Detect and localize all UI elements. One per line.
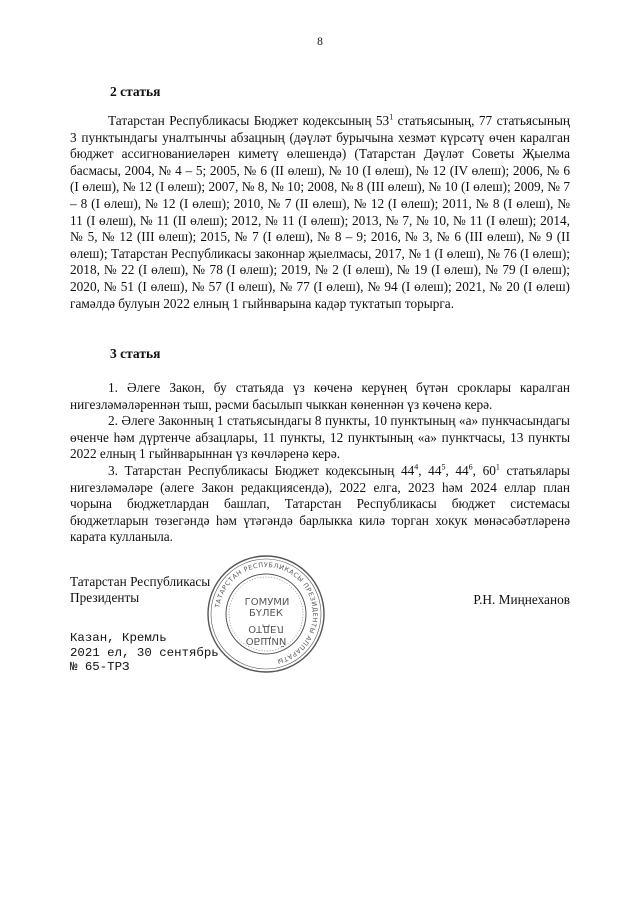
signature-title-line-1: Татарстан Республикасы: [70, 574, 211, 589]
article-2-text-rest: статьясының, 77 статьясының 3 пунктындагы уналтынчы абзацның (дәүләт бурычына хезмәт күрсәтү өчен каралган бюджет ассигнованиеләрен киметү өлешендә) (Татарстан Дәүләт Советы Җыелма басмасы, 2004, № 4 – 5; 2005, № 6 (II өлеш), № 10 (I өлеш), № 12 (IV өлеш); 2006, № 6 (I өлеш), № 12 (I өлеш); 2007, № 8, № 10; 2008, № 8 (III өлеш), № 10 (I өлеш); 2009, № 7 – 8 (I өлеш), № 12 (I өлеш); 2010, № 7 (II өлеш), № 12 (I өлеш); 2011, № 8 (I өлеш), № 11 (I өлеш), № 11 (II өлеш); 2012, № 11 (I өлеш); 2013, № 7, № 10, № 11 (I өлеш); 2014, № 5, № 12 (III өлеш); 2015, № 7 (I өлеш), № 8 – 9; 2016, № 3, № 6 (III өлеш), № 9 (II өлеш); Татарстан Республикасы законнар җыелмасы, 2017, № 1 (I өлеш), № 76 (I өлеш); 2018, № 22 (I өлеш), № 78 (I өлеш); 2019, № 2 (I өлеш), № 19 (I өлеш), № 79 (I өлеш); 2020, № 51 (I өлеш), № 57 (I өлеш), № 77 (I өлеш), № 94 (I өлеш); 2021, № 20 (I өлеш) гамәлдә булуын 2022 елның 1 гыйнварына кадәр туктатып торырга.: [70, 113, 571, 311]
stamp-line-2: БҮЛЕК: [249, 608, 283, 619]
footer-place: Казан, Кремль: [70, 631, 167, 645]
article-3-point-3: [70, 463, 570, 546]
article-2-heading: 2 статья: [110, 84, 161, 99]
point-3-sup-2: 5: [441, 462, 446, 472]
stamp-line-3: ОТДЕЛ: [248, 623, 284, 634]
stamp-line-1: ГОМУМИ: [244, 597, 290, 608]
point-3-text-a: 3. Татарстан Республикасы Бюджет кодексының 44: [108, 462, 415, 478]
article-3-heading: 3 статья: [110, 346, 161, 361]
stamp-seal-icon: [205, 553, 327, 675]
official-stamp: [205, 553, 327, 675]
article-2-text-intro: Татарстан Республикасы Бюджет кодексының 53: [108, 113, 390, 128]
point-3-sup-4: 1: [495, 462, 500, 472]
point-3-text-c: , 44: [445, 462, 469, 478]
stamp-line-4: ОБЩИЙ: [245, 635, 287, 646]
article-3-point-2: 2. Әлеге Законның 1 статьясындагы 8 пункты, 10 пунктының «а» пункчасындагы өченче һәм дүртенче абзацлары, 11 пункты, 12 пунктының «а» пунктчасы, 13 пункты 2022 елның 1 гыйнварыннан үз көчләренә керә.: [70, 413, 570, 462]
article-3-point-1: 1. Әлеге Закон, бу статьяда үз көченә керүнең бүтән сроклары каралган нигезләмәләреннән тыш, рәсми басылып чыккан көненнән үз көченә керә.: [70, 380, 570, 412]
article-2-superscript: 1: [389, 112, 394, 122]
signature-name: Р.Н. Миңнеханов: [473, 592, 570, 607]
article-3-body: [70, 380, 570, 546]
point-3-sup-1: 4: [414, 462, 419, 472]
point-3-sup-3: 6: [468, 462, 473, 472]
point-3-text-e: статьялары нигезләмәләре (әлеге Закон редакциясендә), 2022 елга, 2023 һәм 2024 еллар план чорына бюджетлардан башлап, Татарстан Республикасы бюджет системасы бюджетларын төзегәндә һәм үтәгәндә барлыкка килә торган хокук мөнәсәбәтләренә карата кулланыла.: [70, 462, 570, 545]
footer-date: 2021 ел, 30 сентябрь: [70, 645, 219, 660]
point-3-text-b: , 44: [418, 462, 442, 478]
point-3-text-d: , 60: [472, 462, 496, 478]
signature-title-line-2: Президенты: [70, 590, 140, 605]
stamp-ring-text: ТАТАРСТАН РЕСПУБЛИКАСЫ ПРЕЗИДЕНТЫ АППАРАТЫ: [213, 560, 320, 666]
footer-number: № 65-ТРЗ: [70, 660, 130, 674]
document-footer: [70, 631, 219, 675]
page-number: 8: [317, 36, 323, 48]
signature-title: [70, 574, 210, 606]
article-2-paragraph: [70, 113, 570, 312]
